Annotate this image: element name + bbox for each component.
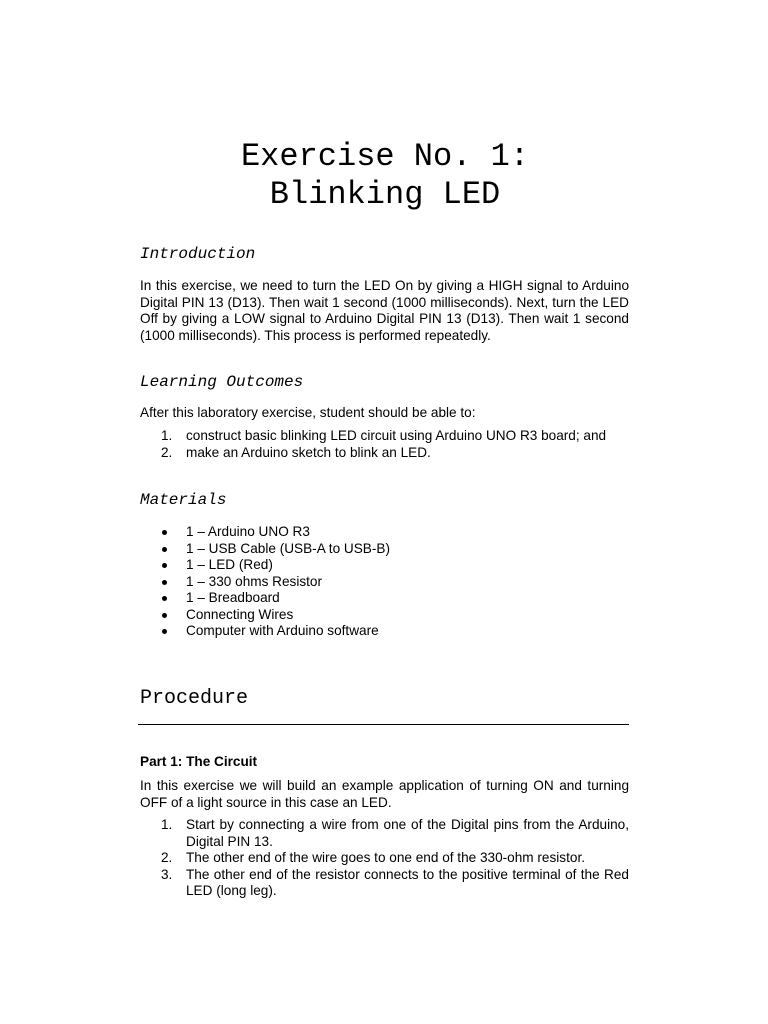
list-item-number: 1. [161,428,173,443]
list-item-text: Computer with Arduino software [186,623,379,638]
list-item [140,867,629,900]
title-line-1: Exercise No. 1: [240,138,530,175]
introduction-heading: Introduction [140,245,256,263]
list-item-text: Start by connecting a wire from one of the Digital pins from the Arduino, Digital PIN 13. [186,817,629,849]
list-item-text: construct basic blinking LED circuit using Arduino UNO R3 board; and [186,428,607,443]
bullet-icon [162,547,167,552]
materials-heading: Materials [140,491,227,509]
materials-list [140,524,629,640]
list-item-number: 2. [161,444,173,460]
list-item [140,850,629,867]
list-item [140,524,629,541]
list-item-text: 1 – Arduino UNO R3 [186,524,310,539]
bullet-icon [162,629,167,634]
list-item-text: The other end of the wire goes to one end of the 330-ohm resistor. [186,850,585,865]
bullet-icon [162,613,167,618]
bullet-icon [162,563,167,568]
bullet-icon [162,530,167,535]
bullet-icon [162,596,167,601]
part1-steps-list [140,817,629,900]
list-item-text: make an Arduino sketch to blink an LED. [186,444,431,460]
list-item [140,574,629,591]
list-item-number: 1. [161,817,173,832]
list-item [140,607,629,624]
document-title [140,138,630,214]
bullet-icon [162,580,167,585]
learning-outcomes-list [140,428,629,461]
list-item [140,590,629,607]
list-item-text: 1 – USB Cable (USB-A to USB-B) [186,540,390,556]
introduction-text: In this exercise, we need to turn the LED On by giving a HIGH signal to Arduino Digital PIN 13 (D13). Then wait 1 second (1000 milliseconds). Next, turn the LED Off by giving a LOW signal to Arduino Digital PIN 13 (D13). Then wait 1 second (1000 milliseconds). This process is performed repeatedly. [140,278,629,343]
part1-heading: Part 1: The Circuit [140,754,258,769]
learning-outcomes-intro: After this laboratory exercise, student should be able to: [140,405,476,420]
learning-outcomes-heading: Learning Outcomes [140,373,304,391]
section-divider [138,724,629,725]
list-item [140,541,629,558]
list-item-text: 1 – 330 ohms Resistor [186,573,323,589]
part1-intro: In this exercise we will build an example application of turning ON and turning OFF of a light source in this case an LED. [140,778,629,810]
list-item-number: 2. [161,850,173,865]
list-item [140,623,629,640]
list-item [140,428,629,445]
list-item [140,445,629,462]
list-item-text: 1 – LED (Red) [186,557,273,572]
title-line-2: Blinking LED [269,176,501,213]
list-item [140,557,629,574]
list-item-text: 1 – Breadboard [186,590,280,605]
list-item [140,817,629,850]
list-item-text: Connecting Wires [186,606,294,622]
procedure-heading: Procedure [140,687,249,710]
list-item-number: 3. [161,866,173,882]
list-item-text: The other end of the resistor connects to the positive terminal of the Red LED (long leg). [186,866,629,898]
